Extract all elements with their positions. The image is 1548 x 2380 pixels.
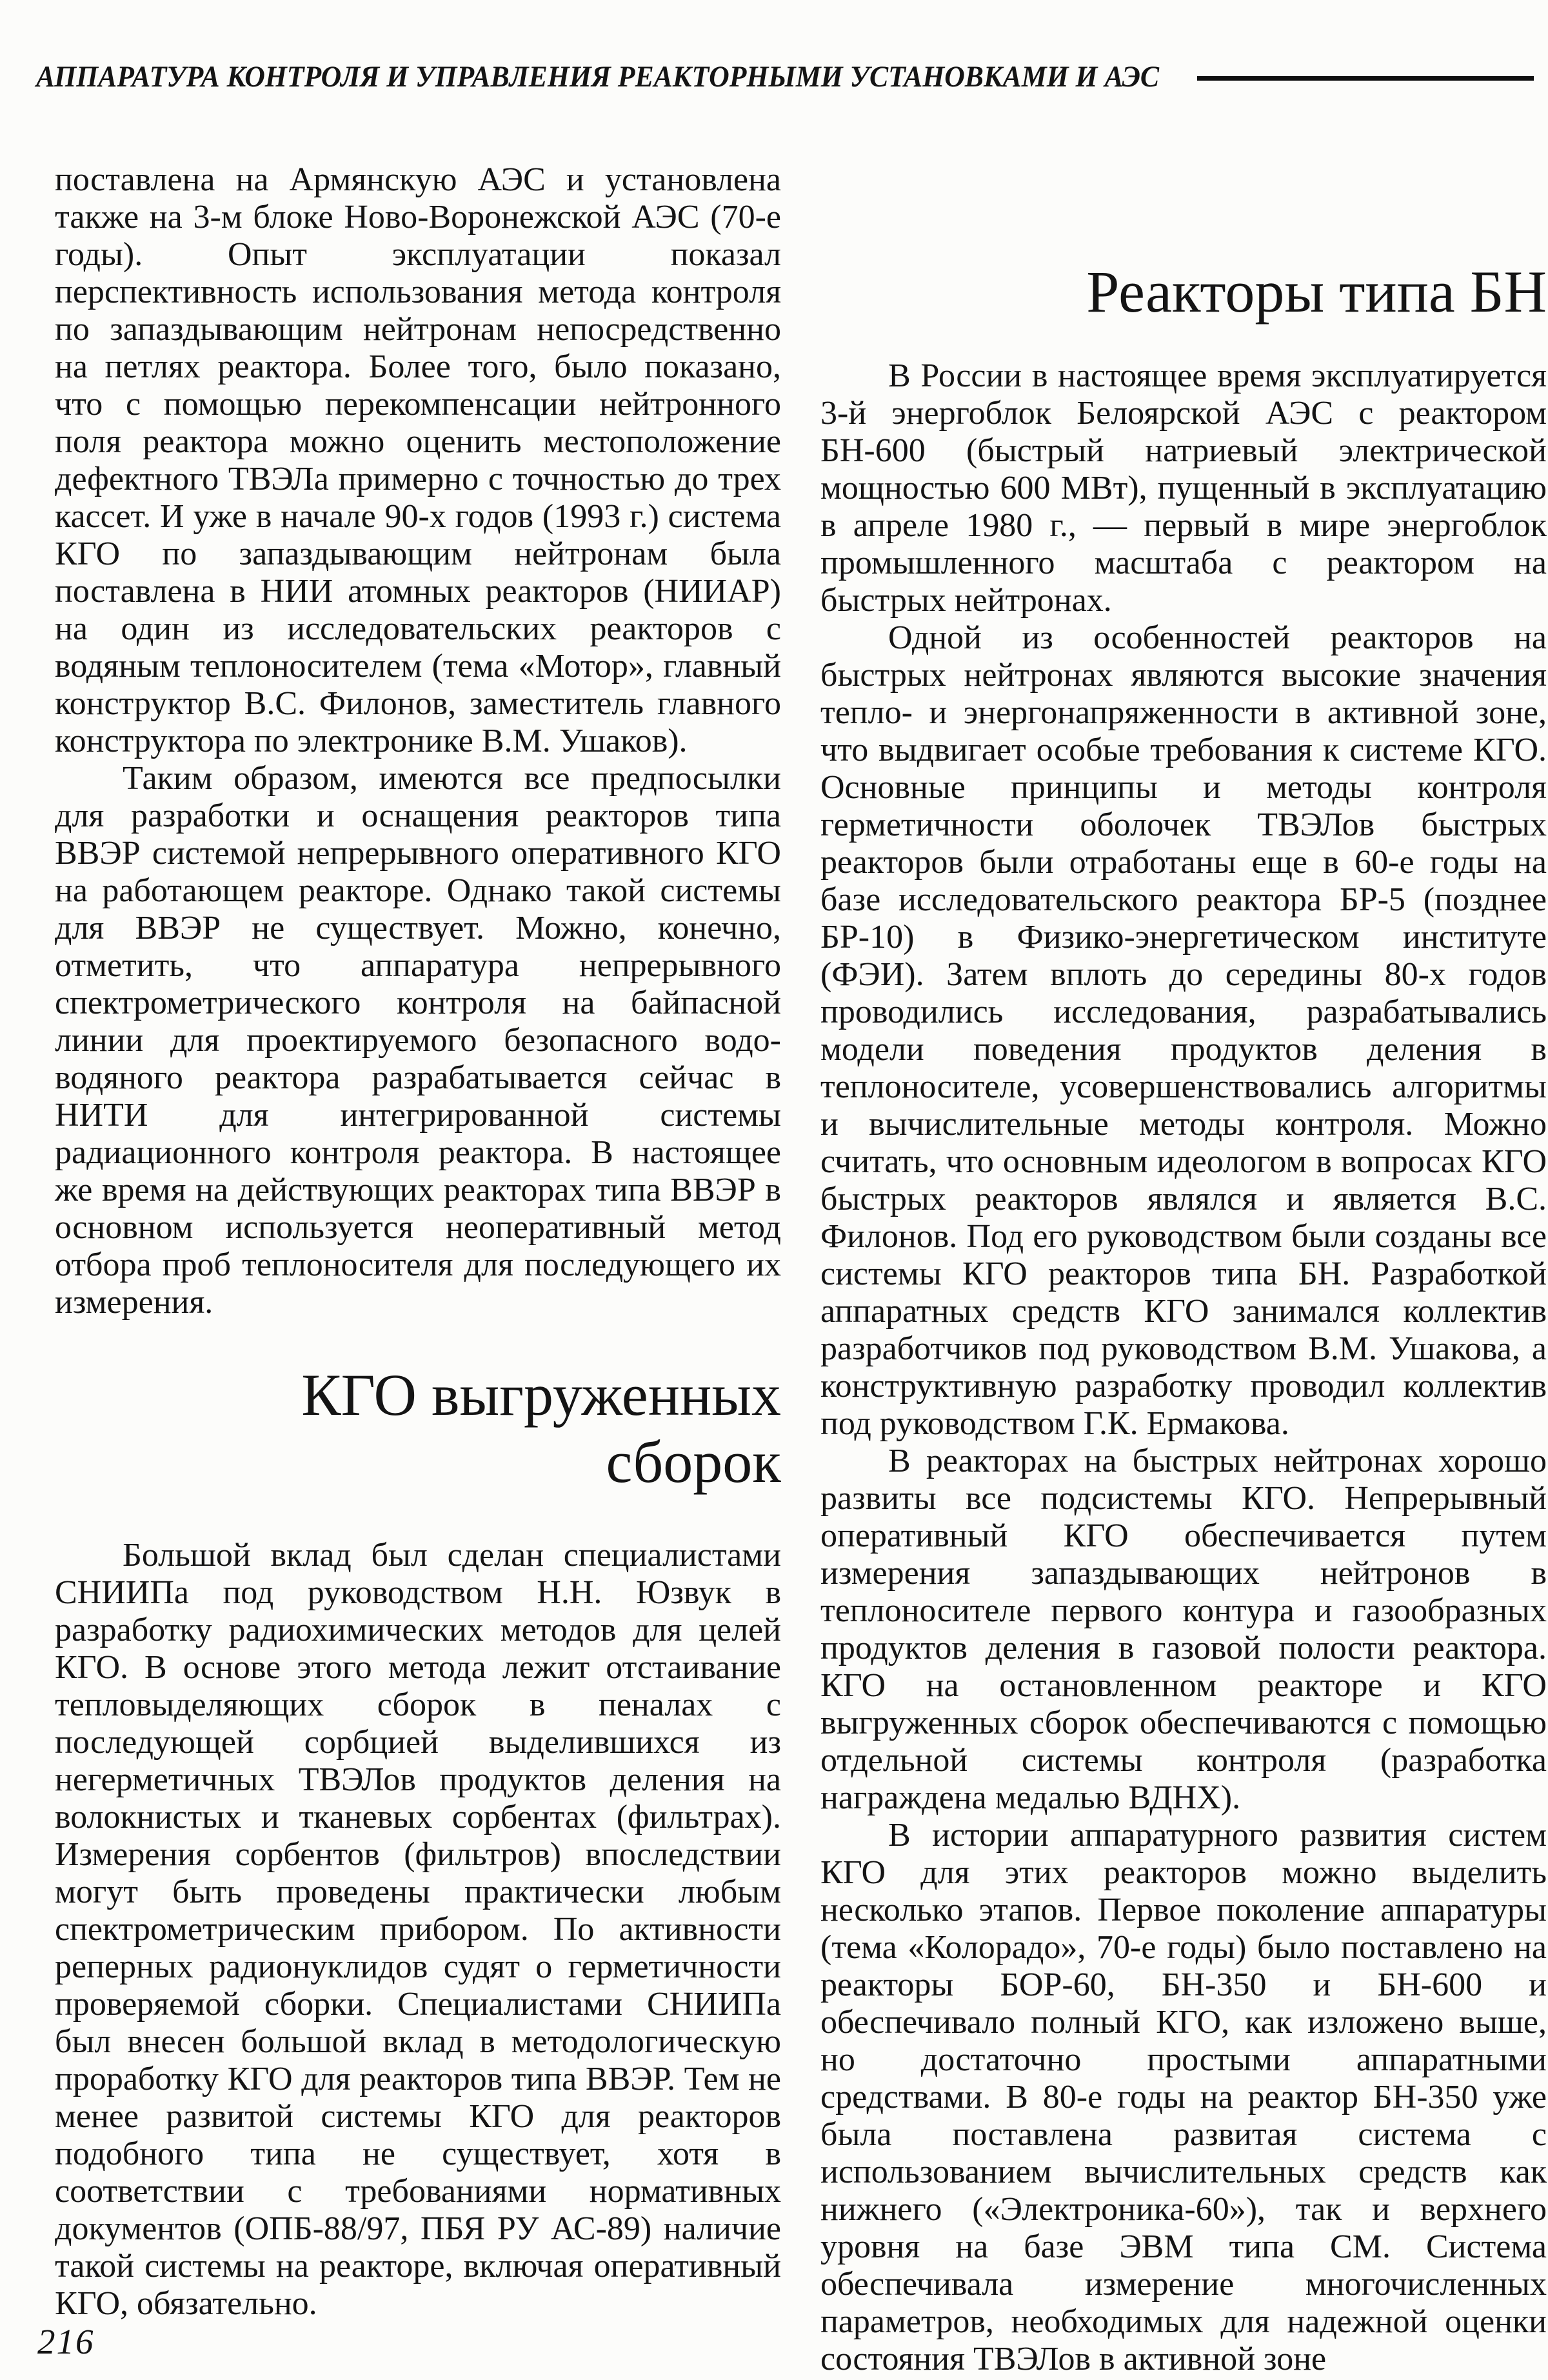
left-paragraph-radiochemical-methods: Большой вклад был сделан специалистами СНИИПа под руководством Н.Н. Юзвук в разработку радиохимических методов для целей КГО. В основе этого метода лежит отстаивание тепловыделяющих сборок в пеналах с последующей сорбцией выделившихся из негерметичных ТВЭЛов продуктов деления на волокнистых и тканевых сорбентах (фильтрах). Измерения сорбентов (фильтров) впоследствии могут быть проведены практически любым спектрометрическим прибором. По активности реперных радионуклидов судят о герметичности проверяемой сборки. Специалистами СНИИПа был внесен большой вклад в методологическую проработку КГО для реакторов типа ВВЭР. Тем не менее развитой системы КГО для реакторов подобного типа не существует, хотя в соответствии с требованиями нормативных документов (ОПБ-88/97, ПБЯ РУ АС-89) наличие такой системы на реакторе, включая оперативный КГО, обязательно. bbox=[55, 1537, 781, 2322]
right-paragraph-fast-reactor-features: Одной из особенностей реакторов на быстрых нейтронах являются высокие значения тепло- и энергонапряженности в активной зоне, что выдвигает особые требования к системе КГО. Основные принципы и методы контроля герметичности оболочек ТВЭЛов быстрых реакторов были отработаны еще в 60-е годы на базе исследовательского реактора БР-5 (позднее БР-10) в Физико-энергетическом институте (ФЭИ). Затем вплоть до середины 80-х годов проводились исследования, разрабатывались модели поведения продуктов деления в теплоносителе, усовершенствовались алгоритмы и вычислительные методы контроля. Можно считать, что основным идеологом в вопросах КГО быстрых реакторов являлся и является В.С. Филонов. Под его руководством были созданы все системы КГО реакторов типа БН. Разработкой аппаратных средств КГО занимался коллектив разработчиков под руководством В.М. Ушакова, а конструктивную разработку проводил коллектив под руководством Г.К. Ермакова. bbox=[820, 619, 1547, 1442]
right-paragraph-bn600-intro: В России в настоящее время эксплуатируется 3-й энергоблок Белоярской АЭС с реактором БН-600 (быстрый натриевый электрической мощностью 600 МВт), пущенный в эксплуатацию в апреле 1980 г., — первый в мире энергоблок промышленного масштаба с реактором на быстрых нейтронах. bbox=[820, 357, 1547, 619]
right-paragraph-apparatus-history: В истории аппаратурного развития систем КГО для этих реакторов можно выделить несколько этапов. Первое поколение аппаратуры (тема «Колорадо», 70-е годы) было поставлено на реакторы БОР-60, БН-350 и БН-600 и обеспечивало полный КГО, как изложено выше, но достаточно простыми аппаратными средствами. В 80-е годы на реактор БН-350 уже была поставлена развитая система с использованием вычислительных средств как нижнего («Электроника-60»), так и верхнего уровня на базе ЭВМ типа СМ. Система обеспечивала измерение многочисленных параметров, необходимых для надежной оценки состояния ТВЭЛов в активной зоне bbox=[820, 1817, 1547, 2377]
section-heading-bn-reactors: Реакторы типа БН bbox=[1086, 259, 1547, 325]
left-paragraph-continuation: поставлена на Армянскую АЭС и установлена также на 3-м блоке Ново-Воронежской АЭС (70-е годы). Опыт эксплуатации показал перспективность использования метода контроля по запаздывающим нейтронам непосредственно на петлях реактора. Более того, было показано, что с помощью перекомпенсации нейтронного поля реактора можно оценить местоположение дефектного ТВЭЛа примерно с точностью до трех кассет. И уже в начале 90-х годов (1993 г.) система КГО по запаздывающим нейтронам была поставлена в НИИ атомных реакторов (НИИАР) на один из исследовательских реакторов с водяным теплоносителем (тема «Мотор», главный конструктор В.С. Филонов, заместитель главного конструктора по электронике В.М. Ушаков). bbox=[55, 161, 781, 759]
right-column bbox=[820, 161, 1547, 2378]
page-number: 216 bbox=[37, 2322, 95, 2361]
section-heading-kgo-unloaded-assemblies: КГО выгруженных сборок bbox=[301, 1362, 781, 1495]
left-paragraph-vver-prerequisites: Таким образом, имеются все предпосылки для разработки и оснащения реакторов типа ВВЭР системой непрерывного оперативного КГО на работающем реакторе. Однако такой системы для ВВЭР не существует. Можно, конечно, отметить, что аппаратура непрерывного спектрометрического контроля на байпасной линии для проектируемого безопасного водо-водяного реактора разрабатывается сейчас в НИТИ для интегрированной системы радиационного контроля реактора. В настоящее же время на действующих реакторах типа ВВЭР в основном используется неоперативный метод отбора проб теплоносителя для последующего их измерения. bbox=[55, 760, 781, 1321]
right-paragraph-kgo-subsystems: В реакторах на быстрых нейтронах хорошо развиты все подсистемы КГО. Непрерывный оперативный КГО обеспечивается путем измерения запаздывающих нейтронов в теплоносителе первого контура и газообразных продуктов деления в газовой полости реактора. КГО на остановленном реакторе и КГО выгруженных сборок обеспечиваются с помощью отдельной системы контроля (разработка награждена медалью ВДНХ). bbox=[820, 1443, 1547, 1816]
left-column bbox=[55, 161, 781, 2323]
running-header-title: АППАРАТУРА КОНТРОЛЯ И УПРАВЛЕНИЯ РЕАКТОРНЫМИ УСТАНОВКАМИ И АЭС bbox=[36, 60, 1160, 94]
header-rule bbox=[1197, 76, 1534, 81]
